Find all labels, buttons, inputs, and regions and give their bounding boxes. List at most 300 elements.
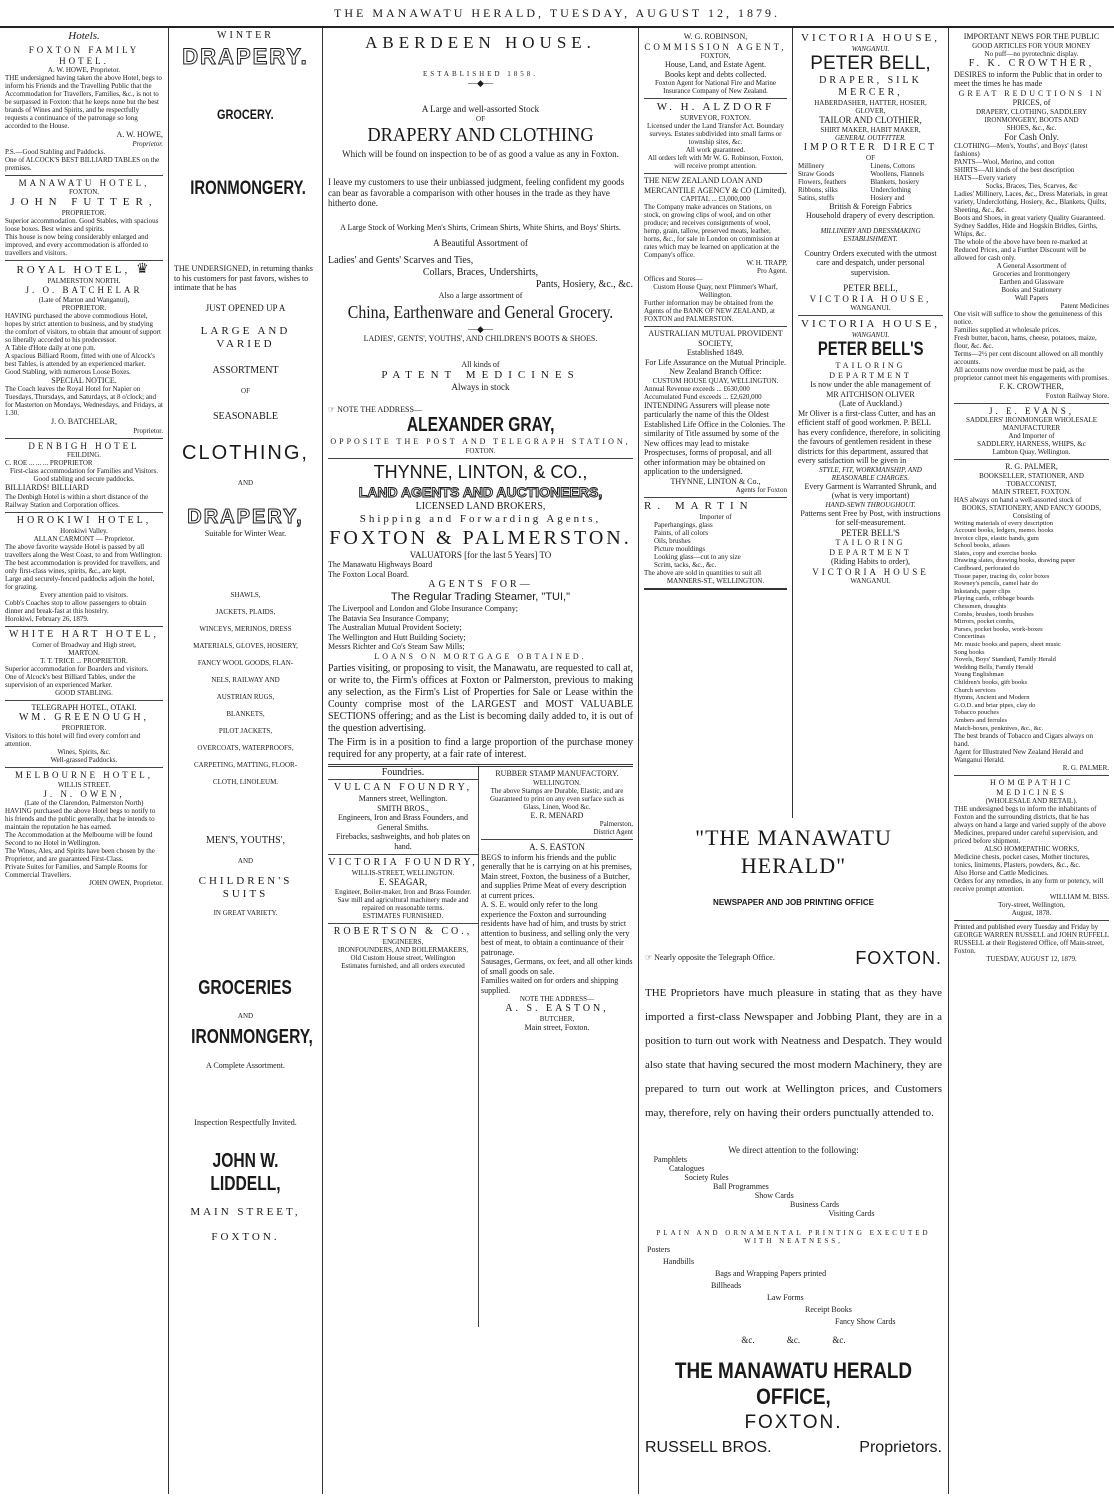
ad-body: The Company make advances on Stations, on stock, on growing clips of wool, and on other produce; and receives consignments of wool, hemp, grain, tallow, preserved meats, leather, horns, &c., for sale in London on commission at rates which may be learned on application at the Company's office. xyxy=(644,203,780,259)
list-item: Scrim, tacks, &c., &c. xyxy=(654,561,717,569)
ad-text: COMMISSION AGENT, xyxy=(644,41,787,52)
nz-loan-ad xyxy=(644,174,787,327)
foundries-section xyxy=(328,767,479,1327)
ad-body: Firebacks, sashweights, and hob plates on hand. xyxy=(336,832,470,851)
peter-bell-ad xyxy=(798,30,943,316)
ad-title: HOMŒPATHIC MEDICINES xyxy=(989,778,1074,797)
ad-text: IRONMONGERY, BOOTS AND xyxy=(984,115,1079,124)
list-item: Straw Goods xyxy=(798,169,835,178)
ad-text: TAILOR AND CLOTHIER, xyxy=(819,115,922,125)
list-item: Business Cards xyxy=(790,1200,840,1209)
list-item: Ball Programmes xyxy=(713,1182,769,1191)
ad-date: Horokiwi, February 26, 1879. xyxy=(5,614,89,623)
ad-address: Corner of Broadway and High street, xyxy=(32,640,136,649)
list-item: Cardboard, perforated do xyxy=(954,565,1020,573)
list-item: Account books, ledgers, memo. books xyxy=(954,527,1054,535)
ad-headline: PETER BELL, xyxy=(810,53,931,74)
ad-body: Patterns sent Free by Post, with instructions for self-measurement. xyxy=(800,508,941,527)
ad-text: HABERDASHER, HATTER, HOSIER, xyxy=(814,99,927,107)
ad-body: A spacious Billiard Room, fitted with one of Alcock's best Tables, is attended by an experienced marker. xyxy=(5,351,155,368)
ad-body: THE undersigned begs to inform the inhabitants of Foxton and the surrounding districts, that he has always on hand a large and varied supply of the above Medicines, prepared under careful supervision, and priced before shipment. xyxy=(954,805,1106,846)
ad-title: MANAWATU HOTEL, xyxy=(18,177,150,188)
ad-body: One of Alcock's best Billiard Tables, under the supervision of an experienced Marker. xyxy=(5,672,136,689)
ad-text: IMPORTER DIRECT xyxy=(803,141,938,153)
list-item: Playing cards, cribbage boards xyxy=(954,595,1034,603)
ad-sign: W. H. TRAPP, xyxy=(746,259,787,267)
white-hart-hotel-ad xyxy=(5,627,163,701)
ad-text: CAPITAL ... £3,000,000 xyxy=(681,195,750,203)
ad-text: A Complete Assortment. xyxy=(206,1060,285,1070)
ad-text: GLOVER, xyxy=(855,107,886,115)
list-item: Tissue paper, tracing do, color boxes xyxy=(954,572,1050,580)
ad-text: SURVEYOR, FOXTON. xyxy=(680,114,751,122)
ad-title: R. G. PALMER, xyxy=(1005,462,1058,471)
list-item: Pamphlets xyxy=(653,1155,687,1164)
ad-text: A Beautiful Assortment of xyxy=(433,238,528,248)
victoria-foundry-ad xyxy=(328,855,478,924)
ad-proprietor: C. ROE ... ... ... PROPRIETOR xyxy=(5,459,93,467)
robertson-ad xyxy=(328,924,478,973)
ad-sign: PETER BELL'S xyxy=(841,527,900,538)
robinson-ad xyxy=(644,30,787,99)
column-crowther xyxy=(949,28,1114,1494)
ad-body: GOOD STABLING. xyxy=(55,688,113,697)
list-item: Slates, copy and exercise books xyxy=(954,549,1037,557)
royal-hotel-ad xyxy=(5,261,163,439)
ad-place: WELLINGTON. xyxy=(533,778,581,787)
ad-place: Horokiwi Valley. xyxy=(60,526,108,535)
ad-title: IMPORTANT NEWS FOR THE PUBLIC xyxy=(963,32,1100,41)
ad-text: BOOKS, STATIONERY, AND FANCY GOODS, xyxy=(961,503,1102,512)
ad-body: Cobb's Coaches stop to allow passengers to obtain dinner and break-fast at this hostelry. xyxy=(5,598,147,615)
list-item: OVERCOATS, WATERPROOFS, xyxy=(197,743,294,752)
column-victoria-house xyxy=(793,28,948,816)
list-item: Linens, Cottons xyxy=(870,161,915,170)
ad-sign: Foxton Railway Store. xyxy=(1045,391,1109,400)
thynne-linton-ad xyxy=(328,459,633,768)
ad-text: We direct attention to the following: xyxy=(728,1144,859,1155)
ad-name: SMITH BROS., xyxy=(377,803,429,813)
list-item: Handbills xyxy=(663,1257,695,1266)
ad-body: DESIRES to inform the Public that in order to meet the times he has made xyxy=(954,69,1102,88)
ad-body: Fresh butter, bacon, hams, cheese, potatoes, maize, flour, &c. &c. xyxy=(954,334,1097,350)
ad-body: Private Suites for Families, and Sample Rooms for Commercial Travellers. xyxy=(5,863,148,879)
ad-body: BEGS to inform his friends and the public generally that he is carrying on at his premises, Main street, Foxton, the business of a Butcher, and supplies Prime Meat of every description at current prices. xyxy=(481,852,632,900)
ad-title: J. E. EVANS, xyxy=(988,405,1075,416)
list-item: Paperhangings, glass xyxy=(654,521,713,529)
ad-text: A Large and well-assorted Stock xyxy=(421,104,540,114)
ad-proprietor: A. W. HOWE, Proprietor. xyxy=(47,66,121,74)
ad-body: A. S. E. would only refer to the long experience the Foxton and surrounding residents have had of him, and trusts by strict attention to business, and selling only the very best of meat, to obtain a continuance of their patronage. xyxy=(481,900,630,957)
ad-name: F. K. CROWTHER, xyxy=(968,57,1095,69)
ad-text: PLAIN AND ORNAMENTAL PRINTING EXECUTED WITH NEATNESS, xyxy=(656,1229,931,1245)
ad-body: Prospectuses, forms of proposal, and all other information may be obtained on application to the undersigned. xyxy=(644,448,772,476)
list-item: Children's books, gift books xyxy=(954,678,1028,686)
list-item: School books, atlases xyxy=(954,542,1010,550)
list-item: Drawing slates, drawing books, drawing paper xyxy=(954,557,1076,565)
ad-place: Palmerston, xyxy=(599,820,633,828)
ad-body: Superior accommodation. Good Stables, with spacious loose boxes. Best wines and spirits. xyxy=(5,217,159,233)
ad-text: OF xyxy=(476,114,485,123)
ad-body: The Coach leaves the Royal Hotel for Napier on Tuesdays, Thursdays, and Saturdays, at 8 o'clock; and for Masterton on Mondays, Wednesdays, and Fridays, at 1.30. xyxy=(5,385,163,417)
ad-text: Annual Revenue exceeds ... £630,000 xyxy=(644,384,750,393)
ad-text: VALUATORS [for the last 5 Years] TO xyxy=(409,549,552,560)
ad-sign: Proprietor. xyxy=(132,139,163,148)
ad-text: GENERAL OUTFITTER. xyxy=(834,133,907,142)
ad-text: Patent Medicines xyxy=(1060,302,1109,310)
ad-proprietor: T. T. TRICE ... PROPRIETOR. xyxy=(40,656,128,665)
ad-text: Estimates furnished, and all orders executed xyxy=(341,961,465,970)
ad-text: British & Foreign Fabrics xyxy=(829,201,912,211)
ad-text: Shipping and Forwarding Agents, xyxy=(359,512,602,525)
list-item: Purses, pocket books, work-boxes xyxy=(954,625,1043,633)
column-liddell xyxy=(169,28,322,1494)
ad-place: WANGANUI. xyxy=(851,331,890,339)
ad-headline: DRAPERY AND CLOTHING xyxy=(367,123,594,146)
ad-title: AUSTRALIAN MUTUAL PROVIDENT SOCIETY, xyxy=(648,329,783,348)
ad-text: DRAPER, SILK MERCER, xyxy=(819,75,922,98)
ad-name: WM. GREENOUGH, xyxy=(18,712,150,723)
ad-note: (Late of the Clarendon, Palmerston North) xyxy=(24,799,144,807)
ad-body: Licensed under the Land Transfer Act. Boundary surveys. Estates subdivided into small farms or township sites, &c. xyxy=(646,122,785,146)
ad-text: TAILORING DEPARTMENT xyxy=(829,538,912,557)
ad-sign: VICTORIA HOUSE, xyxy=(809,293,932,304)
ad-text: The Manawatu Highways Board xyxy=(328,560,433,569)
ad-text: ESTABLISHED 1858. xyxy=(423,70,538,78)
ad-body: Boots and Shoes, in great variety Quality Guaranteed. Sydney Saddles, Hide and Hogskin Bridles, Girths, Whips, &c. xyxy=(954,214,1106,238)
ad-headline: PETER BELL'S xyxy=(817,339,924,360)
ad-sign: F. K. CROWTHER, xyxy=(999,382,1064,391)
easton-butcher-ad xyxy=(481,840,633,1036)
ad-text: OPPOSITE THE POST AND TELEGRAPH STATION, xyxy=(330,437,631,446)
ad-text: NEWSPAPER AND JOB PRINTING OFFICE xyxy=(713,898,874,907)
list-item: Chessmen, draughts xyxy=(954,603,1007,611)
ad-body: THE UNDERSIGNED, in returning thanks to his customers for past favors, wishes to intimate that he has xyxy=(174,264,313,292)
ad-title: RUBBER STAMP MANUFACTORY. xyxy=(495,769,619,778)
ad-text: SADDLERS' IRONMONGER WHOLESALE MANUFACTURER xyxy=(965,416,1098,432)
ad-text: Is now under the able management of xyxy=(810,380,931,389)
ad-text: Earthen and Glassware xyxy=(999,278,1064,286)
ad-body: Wines, Spirits, &c. xyxy=(57,748,111,756)
lower-ads xyxy=(328,767,633,1327)
ad-address: MAIN STREET, FOXTON. xyxy=(991,487,1072,496)
ad-body: The whole of the above have been re-marked at Reduced Prices, and a Further Discount will be allowed for cash only. xyxy=(954,238,1088,262)
ad-proprietor: PROPRIETOR. xyxy=(61,303,107,312)
ad-body: Every attention paid to visitors. xyxy=(39,590,129,599)
list-item: FANCY WOOL GOODS, FLAN- xyxy=(197,658,294,667)
ad-body: HAVING purchased the above Hotel begs to notify to his friends and the public generally, that he intends to maintain the reputation he has earned. xyxy=(5,807,156,831)
ad-body: Large and securely-fenced paddocks adjoin the hotel, for grazing. xyxy=(5,574,155,591)
martin-ad xyxy=(644,498,787,590)
ad-text: House, Land, and Estate Agent. xyxy=(664,60,767,69)
list-item: Ribbons, silks xyxy=(798,185,838,194)
ad-text: Inspection Respectfully Invited. xyxy=(194,1118,297,1127)
masthead: THE MANAWATU HERALD, TUESDAY, AUGUST 12, 1879. xyxy=(0,0,1114,28)
ad-text: MILLINERY AND DRESSMAKING ESTABLISHMENT. xyxy=(820,226,921,243)
ad-text: Collars, Braces, Undershirts, xyxy=(422,266,539,278)
ad-body: Parties visiting, or proposing to visit, the Manawatu, are requested to call at, or write to, the Firm's offices at Foxton or Palmerston, previous to making any selection, as the Firm's List of Properties for Sale or Lease within the County comprise most of the LARGEST and MOST VALUABLE SECTIONS offering; and as the List is becoming daily added to, it is out of the question advertising. xyxy=(328,663,633,734)
list-item: Tobacco pouches xyxy=(954,709,999,717)
ad-text: SEASONABLE xyxy=(212,411,278,422)
herald-footer-row xyxy=(645,1436,942,1460)
stationery-list xyxy=(954,520,1109,733)
ad-sign: R. G. PALMER. xyxy=(1062,764,1109,773)
ad-body: CLOTHING—Men's, Youths', and Boys' (latest fashions) xyxy=(954,142,1088,158)
ad-body: Good stabling and secure paddocks. xyxy=(33,475,135,483)
list-item: Looking glass—cut to any size xyxy=(654,553,741,561)
list-item: The Australian Mutual Provident Society; xyxy=(328,623,462,632)
list-item: MATERIALS, GLOVES, HOSIERY, xyxy=(193,641,298,650)
list-item: Song books xyxy=(954,648,985,656)
ad-body: THE Proprietors have much pleasure in stating that as they have imported a first-class Newspaper and Jobbing Plant, they are in a position to turn out work with Neatness and Despatch. They would also state that having secured the most modern Machinery, they are prepared to turn out work at Wellington prices, and Customers may, therefore, rely on having their orders punctually attended to. xyxy=(645,986,942,1119)
ad-body: The Wines, Ales, and Spirits have been chosen by the Proprietor, and are guaranteed First-Class. xyxy=(5,847,155,863)
list-item: Law Forms xyxy=(767,1293,804,1302)
ad-name: E. SEAGAR, xyxy=(378,877,428,887)
ornament-icon: —◆— xyxy=(468,324,493,334)
ad-place: MARTON. xyxy=(68,648,100,657)
ad-text: &c. &c. &c. xyxy=(741,1335,846,1345)
ad-headline: China, Earthenware and General Grocery. xyxy=(347,302,614,322)
ad-text: Established 1849. xyxy=(687,348,744,357)
ad-headline: THYNNE, LINTON, & CO., xyxy=(373,461,588,482)
ad-sign: VICTORIA HOUSE xyxy=(812,566,929,577)
ad-text: Suitable for Winter Wear. xyxy=(204,529,287,538)
ad-headline: JOHN W. LIDDELL, xyxy=(210,1149,281,1195)
ad-title: W. H. ALZDORF xyxy=(656,101,775,113)
ad-text: DRAPERY, CLOTHING, SADDLERY xyxy=(975,107,1088,116)
ad-sign: JOHN OWEN, Proprietor. xyxy=(89,879,163,887)
ad-text: AND xyxy=(237,479,254,487)
ad-body: Agent for Illustrated New Zealand Herald and Wanganui Herald. xyxy=(954,748,1084,765)
ad-body: Every Garment is Warranted Shrunk, and (what is very important) xyxy=(804,481,937,500)
ad-title-text: ROYAL HOTEL, xyxy=(16,264,131,276)
horokiwi-hotel-ad xyxy=(5,513,163,627)
ad-place: WANGANUI. xyxy=(851,45,890,53)
ad-name: J. N. OWEN, xyxy=(43,788,125,799)
ad-body: A Table d'Hote daily at one p.m. xyxy=(5,343,96,352)
list-item: BLANKETS, xyxy=(226,709,265,718)
import-list xyxy=(644,521,787,569)
list-item: Fancy Show Cards xyxy=(835,1317,896,1326)
list-item: Invoice clips, elastic bands, gum xyxy=(954,534,1039,542)
ad-note: P.S.—Good Stabling and Paddocks. xyxy=(5,147,106,156)
list-item: Show Cards xyxy=(754,1191,794,1200)
ad-body: THE undersigned having taken the above Hotel, begs to inform his Friends and the Travelling Public that the Accommodation for Travellers, Families, &c., is not to be surpassed in Foxton: that he keeps none but the best brands of Wines and Spirits, and he respectfully requests a continuance of the patronage so long accorded to the House. xyxy=(5,74,162,130)
ad-text: Ladies' and Gents' Scarves and Ties, xyxy=(328,254,474,266)
imprint-date: TUESDAY, AUGUST 12, 1879. xyxy=(986,955,1077,964)
section-head: Hotels. xyxy=(68,30,100,42)
list-item: Rowney's pencils, camel hair do xyxy=(954,580,1039,588)
ad-text: LARGE AND VARIED xyxy=(200,325,291,350)
ad-body: SHIRTS—All kinds of the best description xyxy=(954,166,1075,174)
list-item: The Batavia Sea Insurance Company; xyxy=(328,613,449,623)
list-item: Visiting Cards xyxy=(828,1209,875,1218)
list-item: SHAWLS, xyxy=(230,590,261,599)
ad-text: AND xyxy=(237,856,254,865)
ad-subhead: BILLIARDS! BILLIARD xyxy=(5,483,89,492)
ad-text: (Late of Auckland.) xyxy=(839,399,902,408)
ad-body: Saw mill and agricultural machinery made and repaired on reasonable terms. xyxy=(337,895,469,912)
list-item: Blankets, hosiery xyxy=(870,177,920,186)
ad-body: HAVING purchased the above commodious Hotel, hopes by strict attention to business, and by studying the comfort of visitors, to obtain that amount of support so liberally accorded to his predecessor. xyxy=(5,311,161,344)
list-item: Inkstands, paper clips xyxy=(954,587,1011,595)
ad-text: New Zealand Branch Office: xyxy=(669,367,762,376)
ad-name: J. O. BATCHELAR xyxy=(25,285,143,295)
ad-text: All kinds of xyxy=(461,359,500,369)
crest-icon: ♛ xyxy=(136,262,152,277)
list-item: Young Englishman xyxy=(954,671,1004,679)
ad-name: MR AITCHISON OLIVER xyxy=(826,389,915,399)
ad-headline: ALEXANDER GRAY, xyxy=(406,414,555,436)
ad-headline: GROCERY. xyxy=(217,106,274,122)
list-item: Messrs Richter and Co's Steam Saw Mills; xyxy=(328,642,465,651)
ad-name: RUSSELL BROS. xyxy=(645,1438,772,1456)
ad-title: VICTORIA HOUSE, xyxy=(801,318,940,330)
ad-headline: "THE MANAWATU HERALD" xyxy=(695,825,892,878)
ad-text: AGENTS FOR— xyxy=(428,579,533,590)
ad-text: HAND-SEWN THROUGHOUT. xyxy=(825,500,916,509)
ad-date: August, 1878. xyxy=(1011,909,1052,918)
list-item: Mr. music books and papers, sheet music xyxy=(954,641,1061,648)
list-item: Posters xyxy=(647,1245,671,1254)
ad-body: Orders for any remedies, in any form or potency, will receive prompt attention. xyxy=(954,877,1104,894)
list-item: Receipt Books xyxy=(805,1305,852,1314)
ad-text: LADIES', GENTS', YOUTHS', AND CHILDREN'S BOOTS & SHOES. xyxy=(363,334,598,343)
list-item: Mirrors, pocket combs, xyxy=(954,618,1015,626)
list-item: Novels, Boys' Standard, Family Herald xyxy=(954,656,1056,664)
ad-body: The best brands of Tobacco and Cigars always on hand. xyxy=(954,732,1093,749)
column-hotels xyxy=(0,28,168,1494)
ad-text: (Riding Habits to order), xyxy=(830,557,911,566)
ad-address: CUSTOM HOUSE QUAY, WELLINGTON. xyxy=(652,376,779,385)
herald-address-row xyxy=(645,948,942,969)
ad-text: REASONABLE CHARGES. xyxy=(831,473,910,482)
ad-headline: DRAPERY, xyxy=(187,506,304,528)
peter-bells-tailoring-ad xyxy=(798,316,943,588)
amp-society-ad xyxy=(644,327,787,498)
list-item: Paints, of all colors xyxy=(654,529,709,537)
ad-body: Engineers, Iron and Brass Founders, and General Smiths. xyxy=(338,813,468,832)
ad-text: For Life Assurance on the Mutual Principle. xyxy=(644,357,787,367)
ad-text: Household drapery of every description. xyxy=(805,211,936,220)
ad-text: BUTCHER, xyxy=(539,1015,575,1023)
ad-text: Always in stock xyxy=(451,382,510,392)
ad-body: Also Horse and Cattle Medicines. xyxy=(954,869,1049,878)
ad-body: The Accommodation at the Melbourne will be found Second to no Hotel in Wellington. xyxy=(5,831,153,847)
herald-office-ad xyxy=(639,818,948,1494)
list-item: Picture mouldings xyxy=(654,545,706,553)
ad-text: GOOD ARTICLES FOR YOUR MONEY xyxy=(972,41,1091,50)
ad-text: LICENSED LAND BROKERS, xyxy=(415,500,546,512)
ad-text: The Foxton Local Board. xyxy=(328,569,409,579)
ad-text: The above are sold in quantities to suit all xyxy=(644,569,762,577)
list-item: Match-boxes, penknives, &c., &c. xyxy=(954,724,1044,732)
ad-title: DENBIGH HOTEL xyxy=(28,440,140,451)
list-item: PILOT JACKETS, xyxy=(218,726,273,735)
ad-sign: Agents for Foxton xyxy=(735,486,787,494)
ad-headline: FOXTON & PALMERSTON. xyxy=(329,526,632,549)
ad-sign: J. O. BATCHELAR, xyxy=(50,417,117,426)
print-list xyxy=(645,1245,942,1335)
ad-text: BOOKSELLER, STATIONER, AND TOBACCONIST, xyxy=(979,471,1084,488)
list-item: JACKETS, PLAIDS, xyxy=(215,607,276,616)
list-item: Combs, brushes, tooth brushes xyxy=(954,610,1034,618)
ad-text: ENGINEERS, xyxy=(382,937,424,946)
ad-body: All accounts now overdue must be paid, as the proprietor cannot meet his engagements with promises. xyxy=(954,366,1109,382)
vulcan-foundry-ad xyxy=(328,780,478,855)
ad-body: Socks, Braces, Ties, Scarves, &c xyxy=(985,182,1078,190)
ad-text xyxy=(645,953,775,963)
list-item: G.O.D. and briar pipes, clay do xyxy=(954,701,1036,709)
ad-text: No puff—no pyrotechnic display. xyxy=(984,49,1079,58)
telegraph-hotel-ad xyxy=(5,701,163,769)
ad-body: The Denbigh Hotel is within a short distance of the Railway Station and Corporation offices. xyxy=(5,492,149,509)
ad-title: WHITE HART HOTEL, xyxy=(9,628,159,640)
ad-text: JUST OPENED UP A xyxy=(205,302,286,313)
rubber-stamp-ad xyxy=(481,767,633,840)
ad-body: This house is now being considerably enlarged and improved, and every accommodation is afforded to travellers and visitors. xyxy=(5,233,149,257)
ad-body: Mr Oliver is a first-class Cutter, and has an efficient staff of good workmen. P. BELL has every confidence, therefore, in soliciting the favours of gentlemen resident in these districts for this department, assured that every satisfaction will be given in xyxy=(798,408,941,465)
ad-title: FOXTON FAMILY HOTEL. xyxy=(28,45,140,66)
ad-text: GREAT REDUCTIONS IN xyxy=(958,88,1105,98)
ad-address: Old Custom House street, Wellington xyxy=(350,953,456,962)
ad-text: Importer of xyxy=(699,513,732,521)
ad-title: VICTORIA FOUNDRY, xyxy=(328,857,478,868)
ad-text: ASSORTMENT xyxy=(212,365,279,376)
ad-text: FOXTON. xyxy=(211,1230,280,1243)
ad-headline: CLOTHING, xyxy=(182,442,309,464)
ad-text: Also a large assortment of xyxy=(438,290,523,300)
list-item: Woollens, Flannels xyxy=(870,169,924,178)
ad-title: VULCAN FOUNDRY, xyxy=(333,782,473,793)
ad-title: MELBOURNE HOTEL, xyxy=(15,770,153,780)
list-item: Billheads xyxy=(711,1281,742,1290)
ad-title xyxy=(5,263,163,277)
ad-body: I leave my customers to use their unbiassed judgment, feeling confident my goods can bear as favorable a comparison with other houses in the trade as they have hitherto done. xyxy=(328,177,625,208)
ad-address: WILLIS STREET. xyxy=(57,780,111,789)
ad-note: NOTE THE ADDRESS— xyxy=(337,404,422,414)
ad-title: HOROKIWI HOTEL, xyxy=(16,514,152,526)
ad-text: For Cash Only. xyxy=(1004,131,1059,142)
list-item: Oils, brushes xyxy=(654,537,691,545)
ad-text: (WHOLESALE AND RETAIL). xyxy=(985,797,1078,806)
ad-sign: PETER BELL, xyxy=(843,283,898,293)
ad-headline: IRONMONGERY. xyxy=(190,178,306,199)
ad-text: Wall Papers xyxy=(1014,294,1049,302)
ad-headline: ABERDEEN HOUSE. xyxy=(365,33,596,52)
ad-headline: FOXTON. xyxy=(855,947,942,968)
foxton-family-hotel-ad xyxy=(5,43,163,176)
ad-text: LOANS ON MORTGAGE OBTAINED. xyxy=(374,651,587,661)
list-item: WINCEYS, MERINOS, DRESS xyxy=(199,624,292,633)
ad-text: Consisting of xyxy=(1012,511,1051,520)
ad-text xyxy=(328,405,633,415)
ad-note: Nearly opposite the Telegraph Office. xyxy=(654,953,775,963)
ad-body: HATS—Every variety xyxy=(954,174,1017,182)
ad-place: PALMERSTON NORTH. xyxy=(47,277,121,285)
ad-address: MANNERS-ST., WELLINGTON. xyxy=(666,577,765,585)
ad-title: VICTORIA HOUSE, xyxy=(801,32,940,44)
palmer-bookseller-ad xyxy=(954,460,1109,776)
ad-text: FOXTON. xyxy=(465,446,496,455)
ad-headline: THE MANAWATU HERALD OFFICE, xyxy=(674,1357,913,1409)
ad-text: MEN'S, YOUTHS', xyxy=(205,834,286,846)
ad-headline: IRONMONGERY, xyxy=(191,1025,313,1048)
imprint xyxy=(954,921,1109,963)
list-item: Millinery xyxy=(798,161,825,170)
ad-text: Books and Stationery xyxy=(1001,286,1062,294)
ad-body: Well-grassed Paddocks. xyxy=(50,756,118,764)
